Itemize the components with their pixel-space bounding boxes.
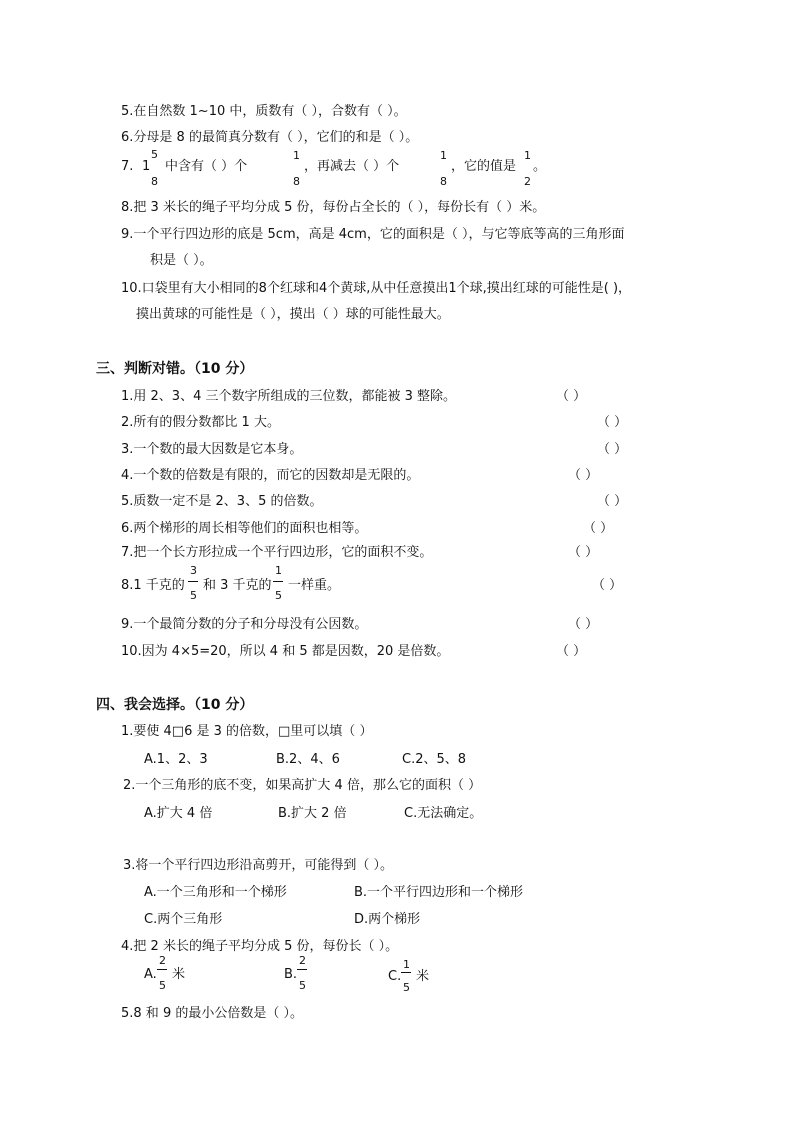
q7-frac3-num: 1 — [524, 149, 531, 162]
judge-answer-7[interactable]: （ ） — [568, 545, 599, 560]
q4b-den: 5 — [299, 979, 306, 992]
judge-item-8-frac2-num: 1 — [275, 564, 282, 577]
judge-answer-5[interactable]: （ ） — [597, 494, 628, 509]
q7-whole: 1 — [142, 159, 151, 174]
judge-item-2: 2.所有的假分数都比 1 大。 — [121, 415, 280, 430]
judge-item-9: 9.一个最简分数的分子和分母没有公因数。 — [121, 617, 368, 632]
choice-question-2: 2.一个三角形的底不变，如果高扩大 4 倍，那么它的面积（ ） — [123, 778, 482, 793]
choice-q3-option-b[interactable]: B.一个平行四边形和一个梯形 — [354, 885, 524, 900]
q4a-den: 5 — [159, 979, 166, 992]
q4b-bar — [297, 969, 307, 970]
choice-q1-option-b[interactable]: B.2、4、6 — [276, 752, 340, 767]
q7-frac1-den: 8 — [293, 175, 300, 188]
fill-question-6: 6.分母是 8 的最简真分数有（ ），它们的和是（ ）。 — [121, 130, 419, 145]
choice-question-5: 5.8 和 9 的最小公倍数是（ ）。 — [121, 1006, 303, 1021]
q4a-num: 2 — [159, 954, 166, 967]
q7-end: 。 — [533, 159, 547, 174]
q7-prefix: 7. — [121, 159, 134, 174]
q7-frac2-den: 8 — [440, 175, 447, 188]
judge-answer-4[interactable]: （ ） — [568, 468, 599, 483]
judge-item-7: 7.把一个长方形拉成一个平行四边形，它的面积不变。 — [121, 545, 433, 560]
choice-q2-option-a[interactable]: A.扩大 4 倍 — [144, 806, 213, 821]
fill-question-10-line2: 摸出黄球的可能性是（ ），摸出（ ）球的可能性最大。 — [136, 307, 450, 322]
judge-section-title: 三、判断对错。（10 分） — [96, 361, 254, 377]
choice-question-1: 1.要使 4□6 是 3 的倍数，□里可以填（ ） — [121, 724, 373, 739]
choice-q2-option-c[interactable]: C.无法确定。 — [404, 806, 483, 821]
q7-frac3-den: 2 — [524, 175, 531, 188]
q4a-bar — [157, 969, 167, 970]
judge-item-8-frac1-den: 5 — [190, 589, 197, 602]
judge-answer-6[interactable]: （ ） — [583, 521, 614, 536]
choice-q1-option-c[interactable]: C.2、5、8 — [402, 752, 467, 767]
choice-q1-option-a[interactable]: A.1、2、3 — [144, 752, 208, 767]
q4b-num: 2 — [299, 954, 306, 967]
q4c-den: 5 — [403, 981, 410, 994]
judge-item-3: 3.一个数的最大因数是它本身。 — [121, 442, 303, 457]
judge-item-8-frac2-den: 5 — [275, 589, 282, 602]
q4c-bar — [401, 972, 411, 973]
choice-section-title: 四、我会选择。（10 分） — [96, 697, 254, 713]
judge-item-8-text-c: 一样重。 — [288, 578, 341, 593]
q4c-unit: 米 — [416, 969, 430, 984]
judge-item-8-frac1-bar — [188, 581, 198, 582]
judge-answer-9[interactable]: （ ） — [568, 617, 599, 632]
fill-question-10-line1: 10.口袋里有大小相同的8个红球和4个黄球,从中任意摸出1个球,摸出红球的可能性是( )， — [121, 281, 632, 296]
judge-item-1: 1.用 2、3、4 三个数字所组成的三位数，都能被 3 整除。 — [121, 389, 457, 404]
choice-q3-option-c[interactable]: C.两个三角形 — [144, 912, 223, 927]
q7-frac1-num: 1 — [293, 149, 300, 162]
judge-answer-1[interactable]: （ ） — [556, 389, 587, 404]
q4a-unit: 米 — [172, 967, 186, 982]
judge-answer-3[interactable]: （ ） — [597, 442, 628, 457]
judge-answer-8[interactable]: （ ） — [592, 578, 623, 593]
judge-item-4: 4.一个数的倍数是有限的，而它的因数却是无限的。 — [121, 468, 420, 483]
q7-frac2-num: 1 — [440, 149, 447, 162]
judge-item-8-text-b: 和 3 千克的 — [203, 578, 272, 593]
judge-item-10: 10.因为 4×5=20，所以 4 和 5 都是因数，20 是倍数。 — [121, 644, 450, 659]
q7-mixed-num: 5 — [151, 148, 158, 161]
judge-item-8-text-a: 8.1 千克的 — [121, 578, 185, 593]
q4a-label: A. — [144, 967, 157, 982]
q4c-num: 1 — [403, 958, 410, 971]
q7-text-b: ，再减去（ ）个 — [304, 159, 400, 174]
choice-question-3: 3.将一个平行四边形沿高剪开，可能得到（ ）。 — [123, 858, 394, 873]
judge-item-8-frac1-num: 3 — [190, 564, 197, 577]
q4b-label: B. — [284, 967, 298, 982]
fill-question-8: 8.把 3 米长的绳子平均分成 5 份，每份占全长的（ ），每份长有（ ）米。 — [121, 200, 546, 215]
fill-question-5: 5.在自然数 1~10 中，质数有（ ），合数有（ ）。 — [121, 104, 407, 119]
choice-q3-option-d[interactable]: D.两个梯形 — [354, 912, 421, 927]
q7-mixed-den: 8 — [151, 175, 158, 188]
choice-q2-option-b[interactable]: B.扩大 2 倍 — [278, 806, 347, 821]
judge-item-8-frac2-bar — [273, 581, 283, 582]
choice-q3-option-a[interactable]: A.一个三角形和一个梯形 — [144, 885, 287, 900]
judge-answer-2[interactable]: （ ） — [597, 415, 628, 430]
judge-item-6: 6.两个梯形的周长相等他们的面积也相等。 — [121, 521, 368, 536]
judge-answer-10[interactable]: （ ） — [556, 644, 587, 659]
q7-text-a: 中含有（ ）个 — [165, 159, 248, 174]
q7-text-c: ，它的值是 — [451, 159, 517, 174]
judge-item-5: 5.质数一定不是 2、3、5 的倍数。 — [121, 494, 323, 509]
choice-question-4: 4.把 2 米长的绳子平均分成 5 份，每份长（ ）。 — [121, 939, 399, 954]
fill-question-9-line1: 9.一个平行四边形的底是 5cm，高是 4cm，它的面积是（ ），与它等底等高的三角形面 — [121, 227, 625, 242]
q4c-label: C. — [388, 969, 402, 984]
fill-question-9-line2: 积是（ ）。 — [150, 253, 213, 268]
